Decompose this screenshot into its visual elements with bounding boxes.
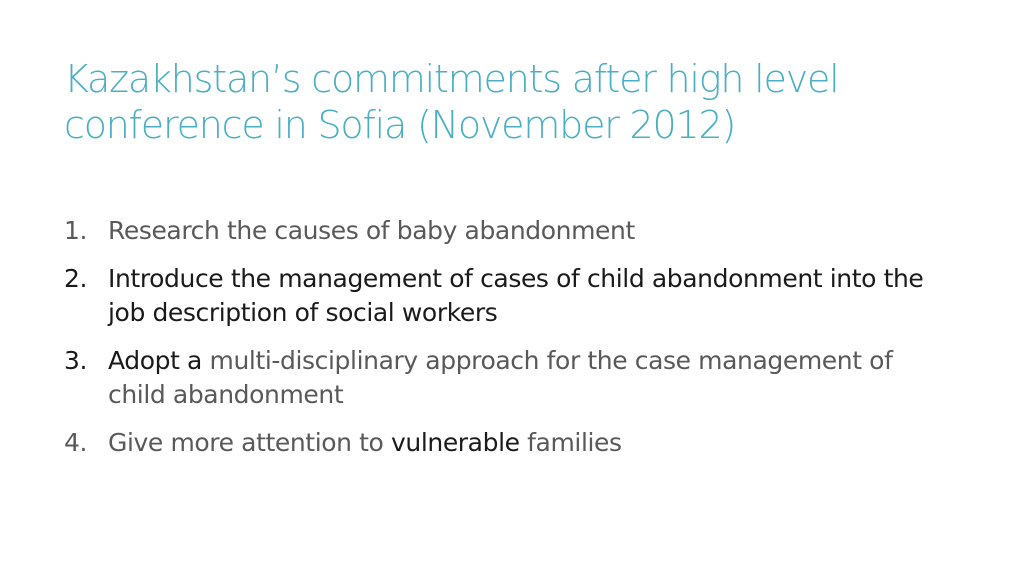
list-item [64, 426, 944, 460]
item-text [108, 426, 944, 460]
item-text [108, 344, 944, 412]
item-number: 1. [64, 216, 88, 245]
commitments-list [64, 214, 944, 474]
item-text-segment: Introduce the management of cases of child abandonment into the job description of social workers [108, 264, 924, 327]
item-number: 2. [64, 264, 88, 293]
list-item [64, 262, 944, 330]
item-text-segment: vulnerable [390, 428, 520, 457]
item-text [108, 214, 944, 248]
item-text-segment: families [519, 428, 622, 457]
item-text-segment: Adopt a [108, 346, 210, 375]
item-number: 3. [64, 346, 88, 375]
list-item [64, 344, 944, 412]
item-text [108, 262, 944, 330]
item-text-segment: multi-disciplinary approach for the case management of child abandonment [108, 346, 893, 409]
item-text-segment: Give more attention to [108, 428, 391, 457]
list-item [64, 214, 944, 248]
slide-title: Kazakhstan’s commitments after high level conference in Sofia (November 2012) [64, 57, 839, 147]
item-text-segment: Research the causes of baby abandonment [108, 216, 635, 245]
item-number: 4. [64, 428, 88, 457]
